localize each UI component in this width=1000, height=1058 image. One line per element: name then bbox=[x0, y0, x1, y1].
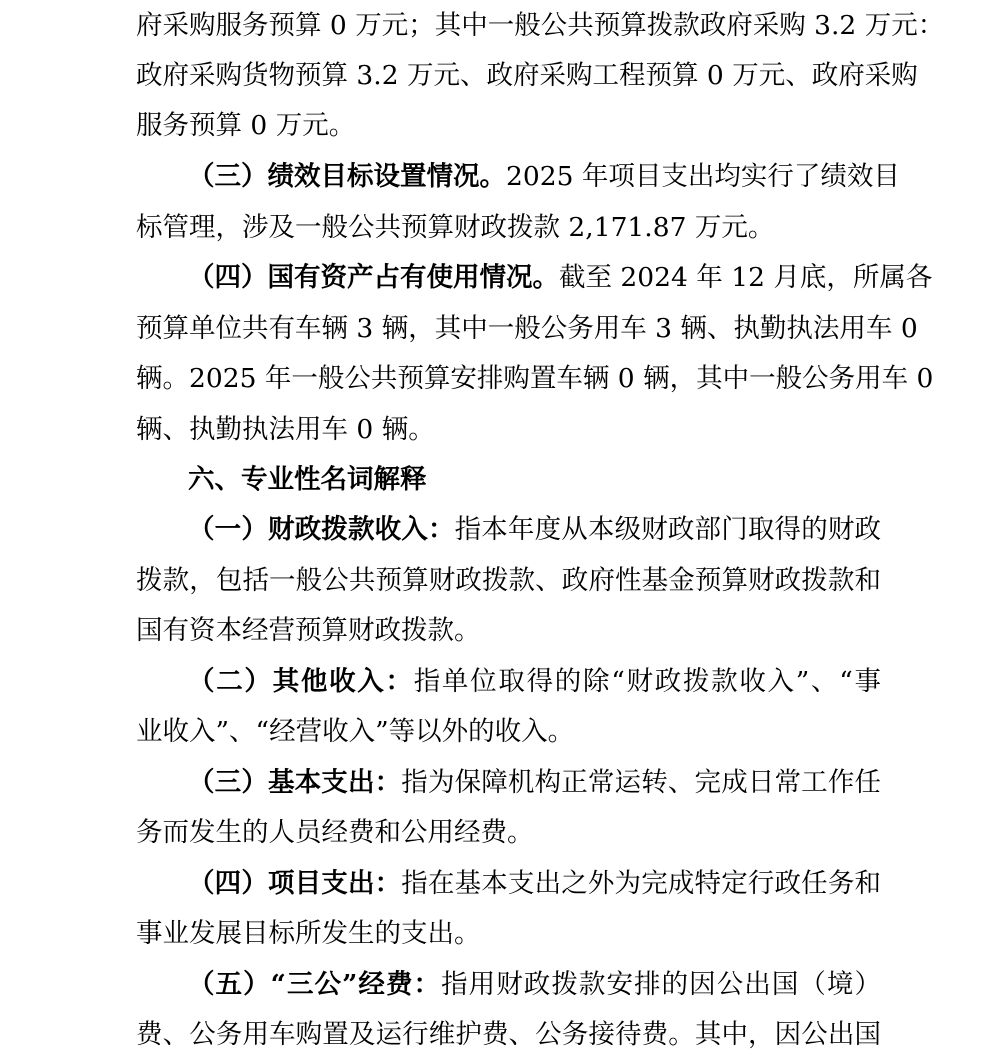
section-heading: （四）国有资产占有使用情况。 bbox=[188, 262, 559, 293]
paragraph-line: 预算单位共有车辆 3 辆，其中一般公务用车 3 辆、执勤执法用车 0 bbox=[136, 313, 918, 344]
paragraph-text: 截至 2024 年 12 月底，所属各 bbox=[559, 262, 933, 293]
paragraph-line: 府采购服务预算 0 万元；其中一般公共预算拨款政府采购 3.2 万元： bbox=[136, 10, 945, 41]
paragraph-line bbox=[188, 157, 900, 197]
section-title: 六、专业性名词解释 bbox=[188, 464, 427, 495]
paragraph-line: 费、公务用车购置及运行维护费、公务接待费。其中，因公出国 bbox=[136, 1019, 881, 1050]
paragraph-line bbox=[188, 662, 881, 702]
term-heading: （四）项目支出： bbox=[188, 868, 402, 899]
paragraph-line bbox=[188, 965, 881, 1005]
paragraph-text: 指本年度从本级财政部门取得的财政 bbox=[454, 514, 882, 545]
term-heading: （二）其他收入： bbox=[188, 666, 414, 697]
paragraph-line bbox=[188, 258, 933, 298]
paragraph-line: 业收入”、“经营收入”等以外的收入。 bbox=[136, 716, 575, 747]
paragraph-line: 辆。2025 年一般公共预算安排购置车辆 0 辆，其中一般公务用车 0 bbox=[136, 363, 934, 394]
paragraph-text: 2025 年项目支出均实行了绩效目 bbox=[506, 161, 900, 192]
term-heading: （一）财政拨款收入： bbox=[188, 514, 455, 545]
paragraph-line: 服务预算 0 万元。 bbox=[136, 110, 356, 141]
paragraph-line: 国有资本经营预算财政拨款。 bbox=[136, 615, 481, 646]
paragraph-line bbox=[188, 864, 881, 904]
paragraph-text: 指为保障机构正常运转、完成日常工作任 bbox=[401, 767, 882, 798]
term-heading: （三）基本支出： bbox=[188, 767, 402, 798]
paragraph-line: 政府采购货物预算 3.2 万元、政府采购工程预算 0 万元、政府采购 bbox=[136, 60, 918, 91]
paragraph-line: 拨款，包括一般公共预算财政拨款、政府性基金预算财政拨款和 bbox=[136, 565, 881, 596]
paragraph-text: 指在基本支出之外为完成特定行政任务和 bbox=[401, 868, 882, 899]
paragraph-line bbox=[188, 763, 881, 803]
paragraph-line: 标管理，涉及一般公共预算财政拨款 2,171.87 万元。 bbox=[136, 212, 775, 243]
paragraph-line: 辆、执勤执法用车 0 辆。 bbox=[136, 414, 435, 445]
paragraph-line: 务而发生的人员经费和公用经费。 bbox=[136, 817, 534, 848]
paragraph-text: 指单位取得的除“财政拨款收入”、“事 bbox=[413, 666, 881, 697]
term-heading: （五）“三公”经费： bbox=[188, 969, 442, 1000]
paragraph-text: 指用财政拨款安排的因公出国（境） bbox=[441, 969, 881, 1000]
paragraph-line: 事业发展目标所发生的支出。 bbox=[136, 918, 481, 949]
section-heading: （三）绩效目标设置情况。 bbox=[188, 161, 506, 192]
paragraph-line bbox=[188, 510, 881, 550]
